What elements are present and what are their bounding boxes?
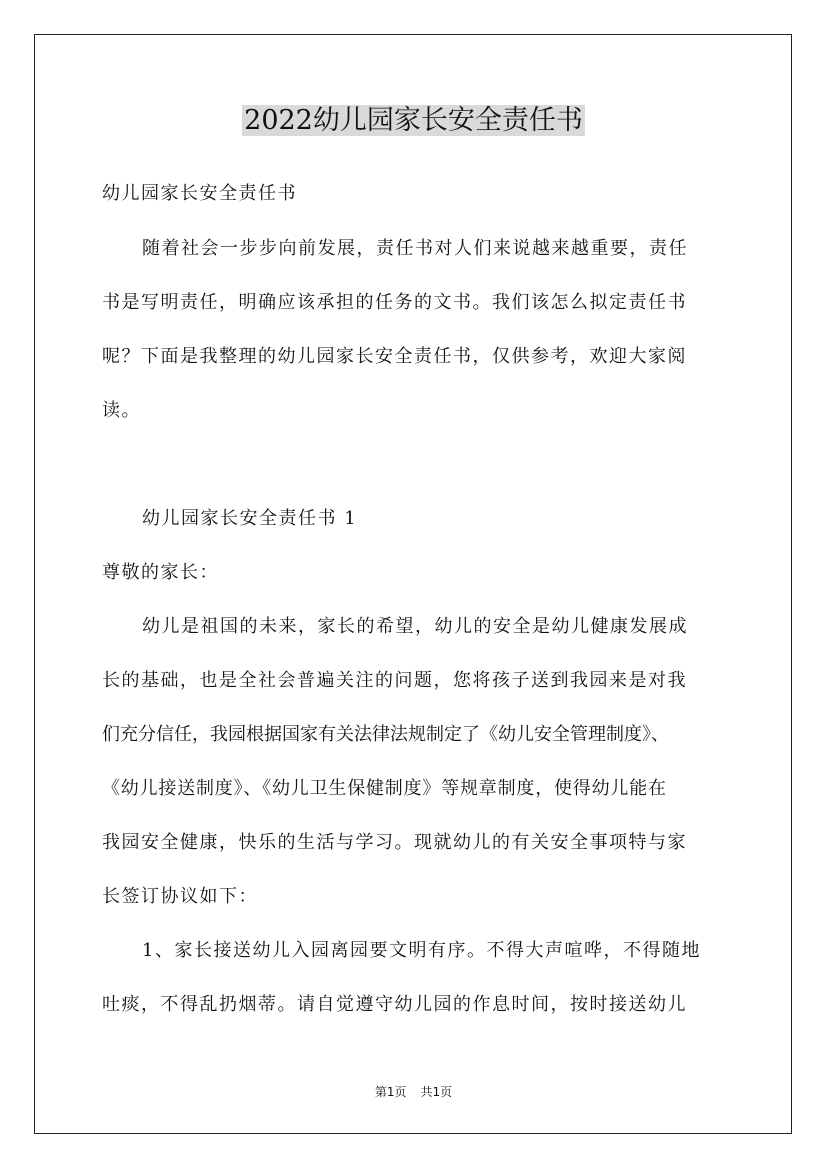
document-title xyxy=(0,103,827,139)
intro-line: 书是写明责任，明确应该承担的任务的文书。我们该怎么拟定责任书 xyxy=(102,292,687,313)
intro-line: 呢？下面是我整理的幼儿园家长安全责任书，仅供参考，欢迎大家阅 xyxy=(102,346,687,367)
body-line: 1、家长接送幼儿入园离园要文明有序。不得大声喧哗，不得随地 xyxy=(142,940,701,961)
page-number: 第1页 xyxy=(374,1085,407,1099)
section-heading: 幼儿园家长安全责任书 1 xyxy=(142,508,358,529)
body-line: 吐痰，不得乱扔烟蒂。请自觉遵守幼儿园的作息时间，按时接送幼儿 xyxy=(102,994,687,1015)
document-title-text: 2022幼儿园家长安全责任书 xyxy=(244,105,583,136)
body-line: 幼儿是祖国的未来，家长的希望，幼儿的安全是幼儿健康发展成 xyxy=(142,616,688,637)
body-line: 长的基础，也是全社会普遍关注的问题，您将孩子送到我园来是对我 xyxy=(102,670,687,691)
intro-line: 随着社会一步步向前发展，责任书对人们来说越来越重要，责任 xyxy=(142,238,688,259)
document-subtitle: 幼儿园家长安全责任书 xyxy=(102,183,297,204)
intro-line: 读。 xyxy=(102,400,141,421)
page-total: 共1页 xyxy=(420,1085,453,1099)
body-line: 《幼儿接送制度》、《幼儿卫生保健制度》等规章制度，使得幼儿能在 xyxy=(102,778,667,799)
body-line: 我园安全健康，快乐的生活与学习。现就幼儿的有关安全事项特与家 xyxy=(102,832,687,853)
body-line: 们充分信任，我园根据国家有关法律法规制定了《幼儿安全管理制度》、 xyxy=(102,724,669,745)
page-footer xyxy=(0,1084,827,1100)
salutation: 尊敬的家长： xyxy=(102,562,219,583)
body-line: 长签订协议如下： xyxy=(102,886,258,907)
